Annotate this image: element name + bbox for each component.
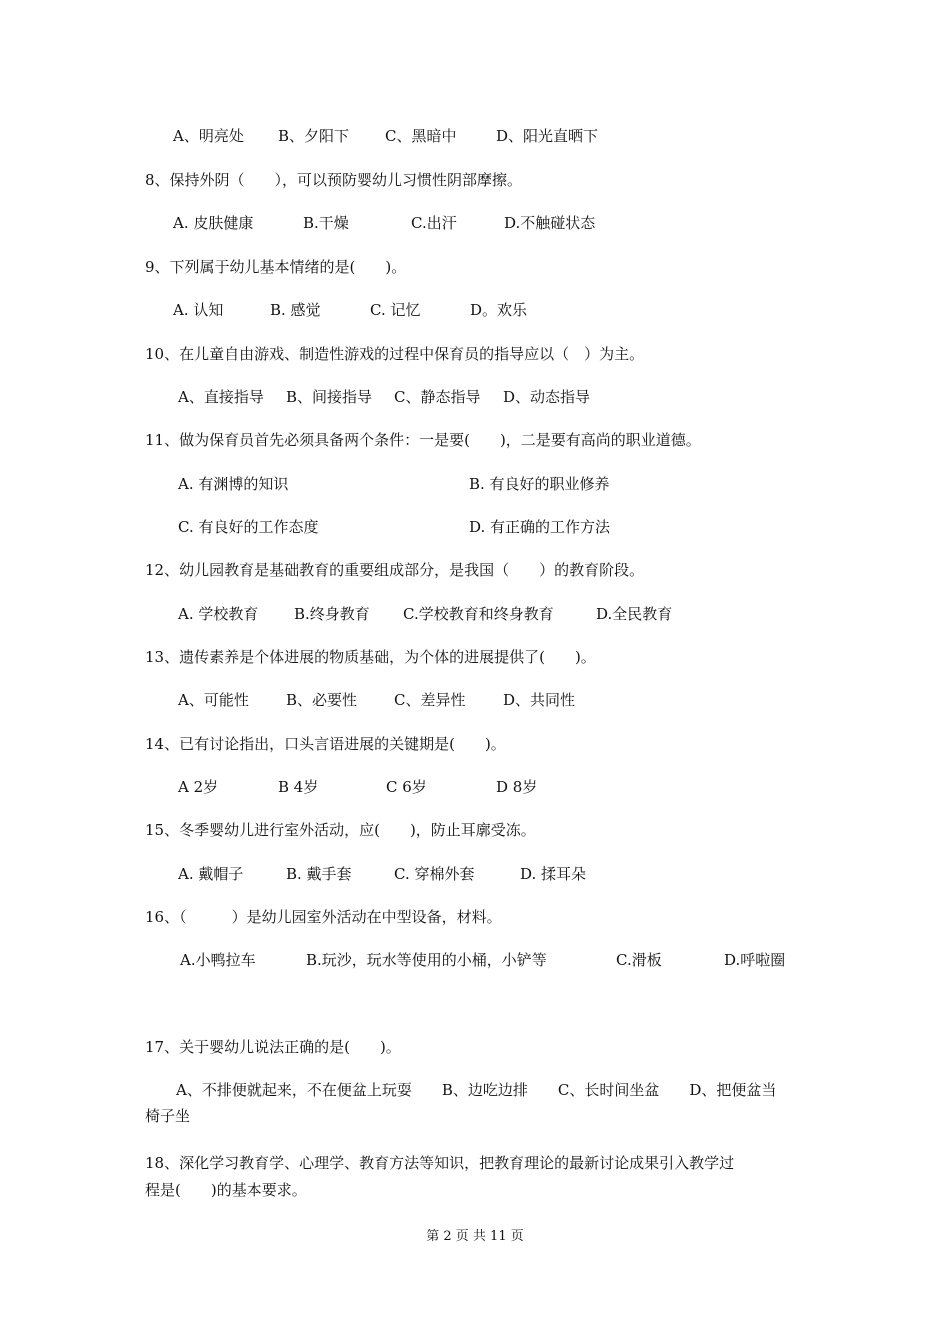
q11-stem: 11、做为保育员首先必须具备两个条件：一是要( )，二是要有高尚的职业道德。 bbox=[145, 431, 701, 449]
q14-option-c: C 6岁 bbox=[386, 778, 427, 796]
q7-option-d: D、阳光直晒下 bbox=[496, 127, 599, 145]
q10-option-d: D、动态指导 bbox=[503, 388, 591, 406]
q16-option-b: B.玩沙，玩水等使用的小桶，小铲等 bbox=[306, 951, 547, 969]
q17-options-line1: A、不排便就起来，不在便盆上玩耍 B、边吃边排 C、长时间坐盆 D、把便盆当 bbox=[176, 1081, 777, 1099]
q7-option-b: B、夕阳下 bbox=[278, 127, 350, 145]
q8-option-b: B.干燥 bbox=[303, 214, 349, 232]
q17-options-line2: 椅子坐 bbox=[145, 1107, 191, 1125]
q13-option-b: B、必要性 bbox=[286, 691, 358, 709]
q13-option-a: A、可能性 bbox=[178, 691, 249, 709]
q11-option-a: A. 有渊博的知识 bbox=[178, 475, 289, 493]
q10-option-b: B、间接指导 bbox=[286, 388, 373, 406]
q15-option-d: D. 揉耳朵 bbox=[520, 865, 587, 883]
q11-option-c: C. 有良好的工作态度 bbox=[178, 518, 319, 536]
q12-option-b: B.终身教育 bbox=[294, 605, 370, 623]
q12-option-c: C.学校教育和终身教育 bbox=[403, 605, 554, 623]
q14-option-b: B 4岁 bbox=[278, 778, 319, 796]
q9-stem: 9、下列属于幼儿基本情绪的是( )。 bbox=[145, 258, 407, 276]
q17-stem: 17、关于婴幼儿说法正确的是( )。 bbox=[145, 1038, 401, 1056]
q13-stem: 13、遗传素养是个体进展的物质基础，为个体的进展提供了( )。 bbox=[145, 648, 596, 666]
q14-option-d: D 8岁 bbox=[496, 778, 538, 796]
q8-option-d: D.不触碰状态 bbox=[504, 214, 596, 232]
q15-option-c: C. 穿棉外套 bbox=[394, 865, 475, 883]
page-number-footer: 第 2 页 共 11 页 bbox=[426, 1229, 524, 1244]
q15-option-a: A. 戴帽子 bbox=[178, 865, 244, 883]
q13-option-d: D、共同性 bbox=[503, 691, 576, 709]
q15-option-b: B. 戴手套 bbox=[286, 865, 352, 883]
q11-option-d: D. 有正确的工作方法 bbox=[469, 518, 611, 536]
q13-option-c: C、差异性 bbox=[394, 691, 466, 709]
q8-stem: 8、保持外阴（ ），可以预防婴幼儿习惯性阴部摩擦。 bbox=[145, 171, 523, 189]
q14-stem: 14、已有讨论指出，口头言语进展的关键期是( )。 bbox=[145, 735, 506, 753]
q14-option-a: A 2岁 bbox=[178, 778, 219, 796]
q7-option-a: A、明亮处 bbox=[173, 127, 244, 145]
q18-stem-line1: 18、深化学习教育学、心理学、教育方法等知识，把教育理论的最新讨论成果引入教学过 bbox=[145, 1154, 735, 1172]
q11-option-b: B. 有良好的职业修养 bbox=[469, 475, 610, 493]
q15-stem: 15、冬季婴幼儿进行室外活动，应( )，防止耳廓受冻。 bbox=[145, 821, 536, 839]
q12-stem: 12、幼儿园教育是基础教育的重要组成部分，是我国（ ）的教育阶段。 bbox=[145, 561, 645, 579]
q9-option-c: C. 记忆 bbox=[370, 301, 421, 319]
q16-stem: 16、（ ）是幼儿园室外活动在中型设备，材料。 bbox=[145, 908, 502, 926]
q10-option-a: A、直接指导 bbox=[178, 388, 264, 406]
q16-option-d: D.呼啦圈 bbox=[724, 951, 786, 969]
q12-option-d: D.全民教育 bbox=[596, 605, 673, 623]
q8-option-a: A. 皮肤健康 bbox=[173, 214, 254, 232]
q9-option-b: B. 感觉 bbox=[270, 301, 321, 319]
q12-option-a: A. 学校教育 bbox=[178, 605, 259, 623]
q8-option-c: C.出汗 bbox=[411, 214, 457, 232]
q16-option-c: C.滑板 bbox=[616, 951, 662, 969]
q9-option-d: D。欢乐 bbox=[470, 301, 528, 319]
q18-stem-line2: 程是( )的基本要求。 bbox=[145, 1181, 307, 1199]
q7-option-c: C、黑暗中 bbox=[385, 127, 457, 145]
q10-option-c: C、静态指导 bbox=[394, 388, 481, 406]
q9-option-a: A. 认知 bbox=[173, 301, 224, 319]
q10-stem: 10、在儿童自由游戏、制造性游戏的过程中保育员的指导应以（ ）为主。 bbox=[145, 345, 645, 363]
q16-option-a: A.小鸭拉车 bbox=[180, 951, 256, 969]
